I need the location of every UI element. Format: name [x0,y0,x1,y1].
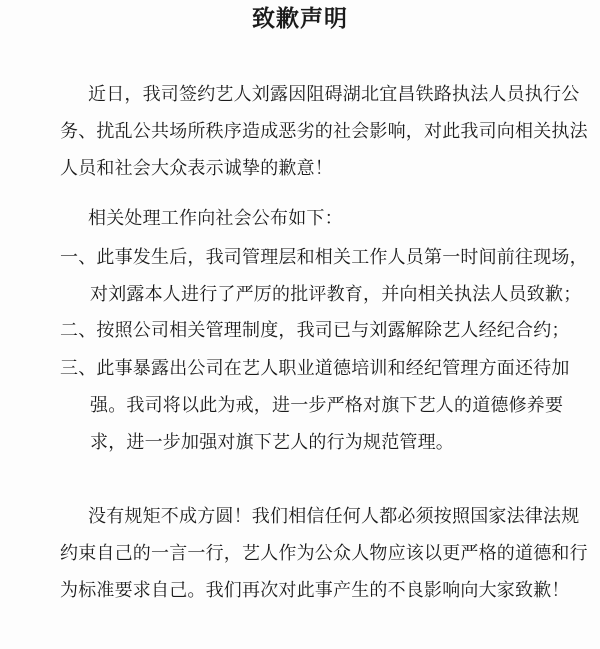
document-title: 致歉声明 [252,6,348,32]
paragraph-line: 没有规矩不成方圆！我们相信任何人都必须按照国家法律法规 [88,506,580,527]
list-item-line: 求，进一步加强对旗下艺人的行为规范管理。 [90,432,454,453]
list-item-line: 对刘露本人进行了严厉的批评教育，并向相关执法人员致歉； [90,284,582,305]
list-item-line: 三、此事暴露出公司在艺人职业道德培训和经纪管理方面还待加 [60,358,570,379]
paragraph-line: 务、扰乱公共场所秩序造成恶劣的社会影响，对此我司向相关执法 [60,121,588,142]
list-item-line: 二、按照公司相关管理制度，我司已与刘露解除艺人经纪合约； [60,320,570,341]
paragraph-closing [60,498,588,609]
list-item-2 [60,312,570,349]
paragraph-line: 为标准要求自己。我们再次对此事产生的不良影响向大家致歉！ [60,580,570,601]
paragraph-line: 相关处理工作向社会公布如下： [88,208,343,229]
paragraph-line: 约束自己的一言一行，艺人作为公众人物应该以更严格的道德和行 [60,543,588,564]
list-item-1 [60,239,588,313]
paragraph-line: 近日，我司签约艺人刘露因阻碍湖北宜昌铁路执法人员执行公 [88,84,580,105]
paragraph-line: 人员和社会大众表示诚挚的歉意！ [60,158,333,179]
paragraph-announcement [60,200,343,237]
list-item-3 [60,350,570,461]
list-item-line: 强。我司将以此为戒，进一步严格对旗下艺人的道德修养要 [90,395,564,416]
paragraph-incident [60,76,588,187]
list-item-line: 一、此事发生后，我司管理层和相关工作人员第一时间前往现场， [60,247,588,268]
